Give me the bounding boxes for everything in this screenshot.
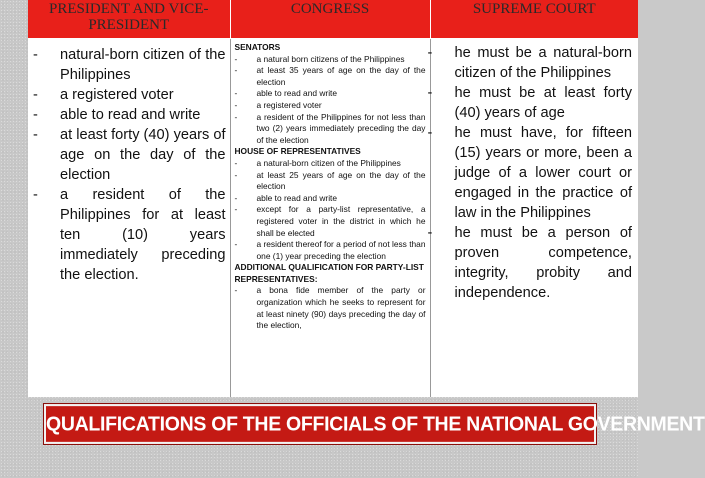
bullet-dash: -	[33, 87, 38, 103]
bullet-dash: -	[234, 99, 238, 110]
bullet-dash: -	[234, 53, 238, 64]
bullet-dash: -	[234, 192, 238, 203]
partylist-heading: ADDITIONAL QUALIFICATION FOR PARTY-LIST REPRESENTATIVES:	[234, 262, 424, 284]
senator-qualification-item	[235, 88, 426, 100]
bullet-dash: -	[427, 45, 433, 61]
supreme-court-qualification-item	[427, 223, 633, 303]
bullet-dash: -	[234, 111, 238, 122]
bullet-dash: -	[234, 285, 238, 296]
list-item-text: a resident of the Philippines for at least ten (10) years immediately preceding the election.	[60, 187, 226, 283]
bullet-dash: -	[234, 65, 238, 76]
list-item-text: at least 25 years of age on the day of the election	[256, 169, 426, 192]
senator-qualification-item	[235, 112, 426, 147]
list-item-text: a bona fide member of the party or organization which he seeks to represent for at least ninety (90) days preceding the day of the election,	[256, 285, 426, 331]
supreme-court-qualification-item	[427, 43, 633, 83]
bullet-dash: -	[234, 157, 238, 168]
senator-qualification-item	[235, 65, 426, 88]
list-item-text: he must be a person of proven competence, integrity, probity and independence.	[454, 225, 632, 301]
list-item-text: a registered voter	[256, 99, 322, 110]
list-item-text: a resident of the Philippines for not less than two (2) years immediately preceding the day of the election	[256, 111, 426, 145]
bullet-dash: -	[33, 127, 38, 143]
list-item-text: he must be at least forty (40) years of age	[454, 85, 632, 121]
list-item-text: at least 35 years of age on the day of the election	[256, 65, 426, 87]
header-supreme-court: SUPREME COURT	[430, 0, 638, 39]
partylist-list	[235, 285, 426, 331]
senator-qualification-item	[235, 54, 426, 66]
bullet-dash: -	[427, 125, 433, 141]
bullet-dash: -	[234, 88, 238, 99]
house-qualification-item	[235, 239, 426, 262]
congress-column	[230, 39, 430, 398]
house-qualification-item	[235, 204, 426, 239]
bullet-dash: -	[234, 239, 238, 250]
president-qualifications-list	[33, 45, 226, 285]
list-item-text: at least forty (40) years of age on the day of the election	[60, 127, 226, 183]
supreme-court-qualifications-list	[427, 43, 633, 303]
supreme-court-column	[427, 39, 638, 398]
bullet-dash: -	[234, 169, 238, 180]
house-heading: HOUSE OF REPRESENTATIVES	[234, 146, 361, 157]
president-qualification-item	[33, 45, 226, 85]
house-list	[235, 158, 426, 262]
bullet-dash: -	[234, 204, 238, 215]
qualifications-table	[28, 0, 638, 397]
header-president: PRESIDENT AND VICE-PRESIDENT	[28, 0, 230, 39]
list-item-text: able to read and write	[60, 107, 201, 123]
list-item-text: except for a party-list representative, a registered voter in the district in which he shall be elected	[256, 204, 426, 238]
bullet-dash: -	[427, 85, 433, 101]
bullet-dash: -	[33, 187, 38, 203]
senators-list	[235, 54, 426, 147]
house-qualification-item	[235, 158, 426, 170]
senators-heading: SENATORS	[234, 42, 281, 52]
list-item-text: a resident thereof for a period of not less than one (1) year preceding the election	[256, 239, 426, 261]
list-item-text: a registered voter	[60, 87, 174, 103]
list-item-text: a natural-born citizen of the Philippines	[256, 157, 401, 168]
list-item-text: natural-born citizen of the Philippines	[60, 47, 226, 83]
president-column	[28, 39, 230, 398]
president-qualification-item	[33, 185, 226, 285]
list-item-text: a natural born citizens of the Philippines	[256, 53, 405, 64]
president-qualification-item	[33, 105, 226, 125]
house-qualification-item	[235, 170, 426, 193]
header-congress: CONGRESS	[230, 0, 430, 39]
list-item-text: able to read and write	[256, 88, 338, 99]
senator-qualification-item	[235, 100, 426, 112]
list-item-text: able to read and write	[256, 192, 338, 203]
president-qualification-item	[33, 85, 226, 105]
list-item-text: he must be a natural-born citizen of the Philippines	[454, 45, 632, 81]
bullet-dash: -	[33, 47, 38, 63]
house-qualification-item	[235, 193, 426, 205]
supreme-court-qualification-item	[427, 83, 633, 123]
slide-title-banner: QUALIFICATIONS OF THE OFFICIALS OF THE NATIONAL GOVERNMENT	[44, 404, 596, 444]
president-qualification-item	[33, 125, 226, 185]
partylist-qualification-item	[235, 285, 426, 331]
list-item-text: he must have, for fifteen (15) years or more, been a judge of a lower court or engaged in the practice of law in the Philippines	[454, 125, 632, 221]
supreme-court-qualification-item	[427, 123, 633, 223]
bullet-dash: -	[427, 225, 433, 241]
bullet-dash: -	[33, 107, 38, 123]
